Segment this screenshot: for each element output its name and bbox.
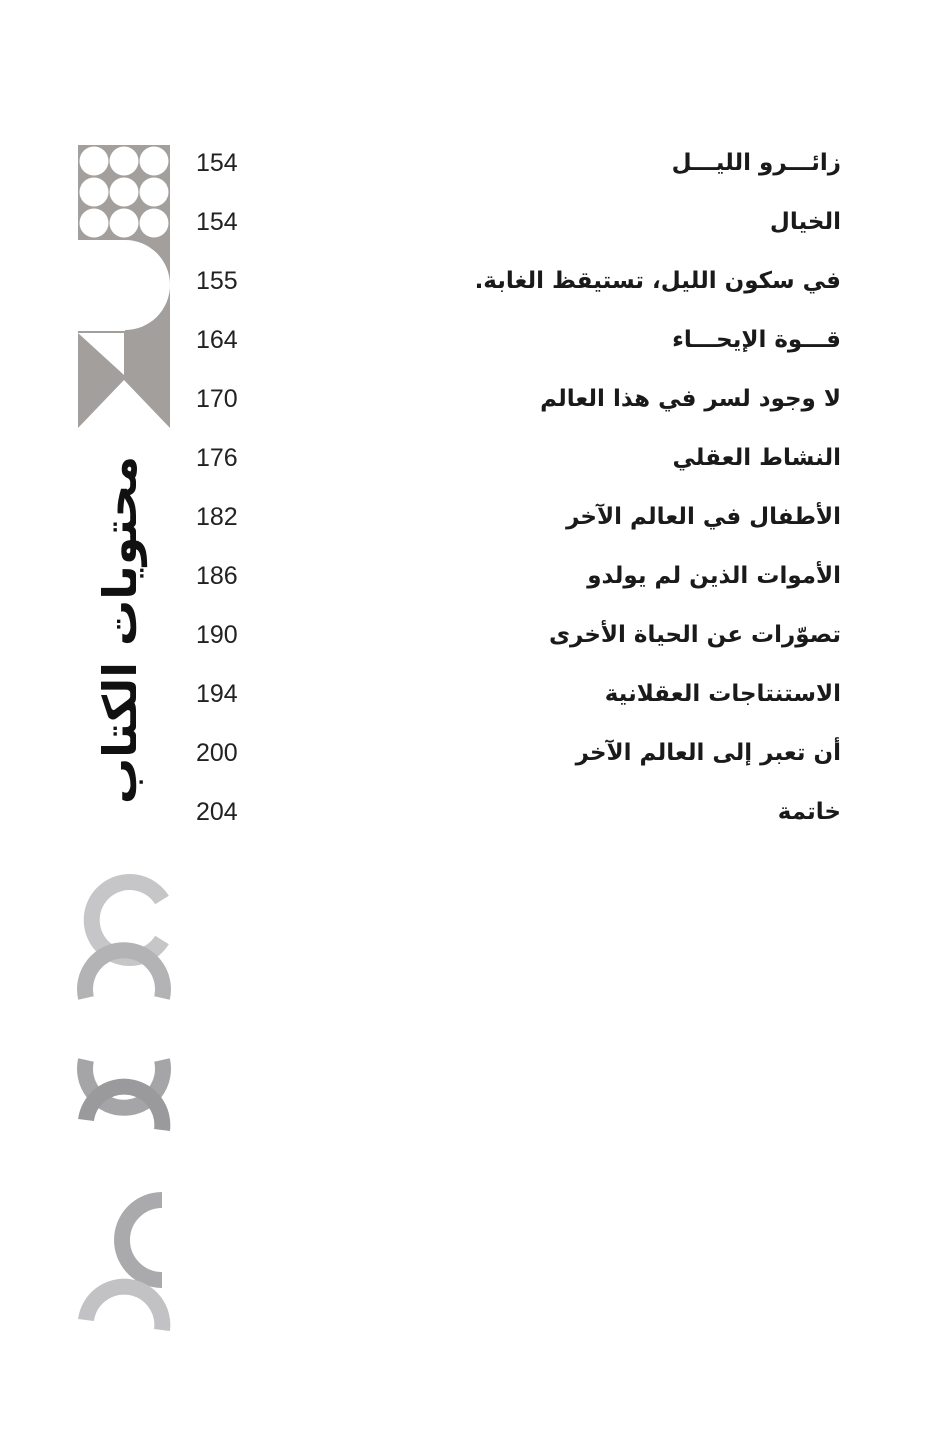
toc-row[interactable] bbox=[0, 143, 925, 183]
toc-page-number: 186 bbox=[196, 562, 238, 590]
toc-entry-title: النشاط العقلي bbox=[672, 445, 841, 471]
toc-page-number: 154 bbox=[196, 208, 238, 236]
toc-row[interactable] bbox=[0, 792, 925, 832]
toc-page-number: 194 bbox=[196, 680, 238, 708]
toc-page-number: 164 bbox=[196, 326, 238, 354]
toc-row[interactable] bbox=[0, 733, 925, 773]
toc-row[interactable] bbox=[0, 379, 925, 419]
toc-entry-title: لا وجود لسر في هذا العالم bbox=[540, 386, 841, 412]
page-title: محتويات الكتاب bbox=[93, 455, 147, 805]
toc-entry-title: تصوّرات عن الحياة الأخرى bbox=[548, 622, 841, 648]
toc-row[interactable] bbox=[0, 261, 925, 301]
toc-entry-title: زائـــرو الليـــل bbox=[671, 150, 841, 176]
toc-entry-title: الاستنتاجات العقلانية bbox=[604, 681, 841, 707]
toc-entry-title: الخيال bbox=[769, 209, 841, 235]
toc-row[interactable] bbox=[0, 497, 925, 537]
toc-page-number: 176 bbox=[196, 444, 238, 472]
toc-entry-title: في سكون الليل، تستيقظ الغابة. bbox=[474, 268, 841, 294]
toc-page-number: 204 bbox=[196, 798, 238, 826]
toc-entry-title: أن تعبر إلى العالم الآخر bbox=[575, 740, 841, 766]
toc-row[interactable] bbox=[0, 556, 925, 596]
toc-page-number: 182 bbox=[196, 503, 238, 531]
toc-entry-title: الأطفال في العالم الآخر bbox=[566, 504, 841, 530]
toc-entry-title: خاتمة bbox=[777, 799, 841, 825]
toc-page-number: 155 bbox=[196, 267, 238, 295]
toc-entry-title: قـــوة الإيحـــاء bbox=[672, 327, 841, 353]
toc-row[interactable] bbox=[0, 320, 925, 360]
toc-row[interactable] bbox=[0, 438, 925, 478]
toc-entry-title: الأموات الذين لم يولدو bbox=[587, 563, 841, 589]
toc-page-number: 190 bbox=[196, 621, 238, 649]
toc-row[interactable] bbox=[0, 674, 925, 714]
toc-page-number: 154 bbox=[196, 149, 238, 177]
toc-row[interactable] bbox=[0, 615, 925, 655]
toc-row[interactable] bbox=[0, 202, 925, 242]
toc-page-number: 200 bbox=[196, 739, 238, 767]
toc-page-number: 170 bbox=[196, 385, 238, 413]
